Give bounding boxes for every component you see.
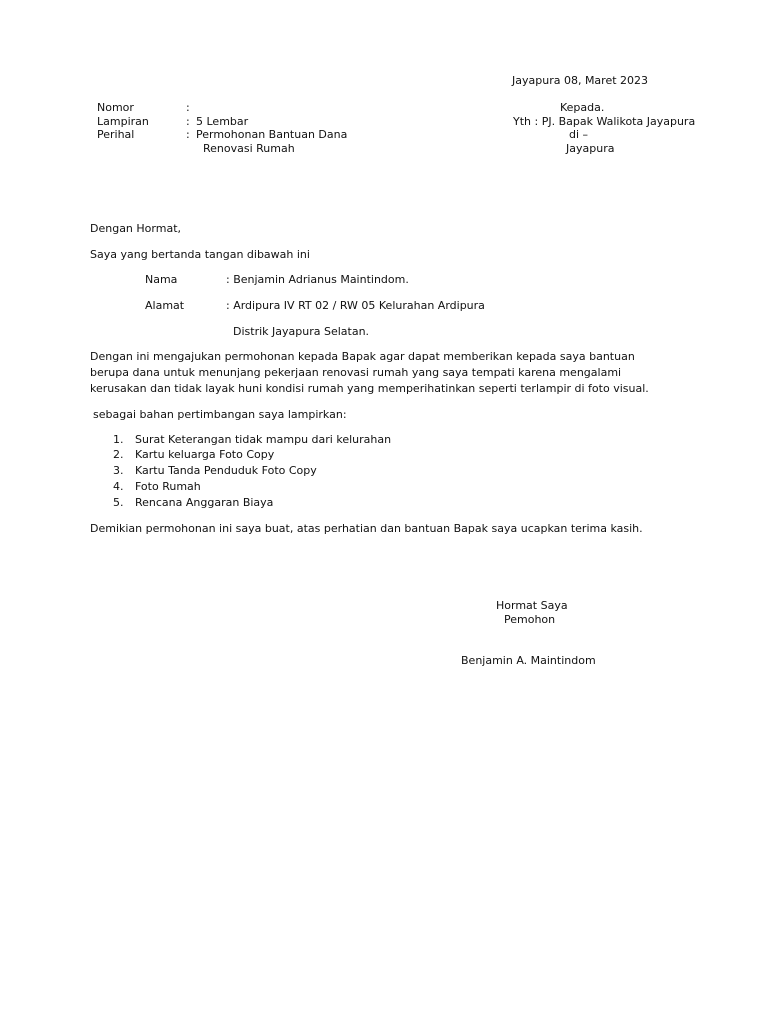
recipient-line4: Jayapura	[566, 142, 615, 155]
field-colon-nomor: :	[186, 101, 190, 114]
list-item: Kartu keluarga Foto Copy	[135, 448, 275, 461]
intro-text: Saya yang bertanda tangan dibawah ini	[90, 248, 310, 261]
field-value-perihal: Permohonan Bantuan Dana	[196, 128, 348, 141]
field-label-nomor: Nomor	[97, 101, 134, 114]
recipient-line2: Yth : PJ. Bapak Walikota Jayapura	[513, 115, 696, 128]
field-value-perihal-cont: Renovasi Rumah	[203, 142, 295, 155]
list-item-number: 1.	[113, 433, 124, 446]
signature-line2: Pemohon	[504, 613, 556, 626]
address-label: Alamat	[145, 299, 185, 312]
address-value: : Ardipura IV RT 02 / RW 05 Kelurahan Ardipura	[226, 299, 485, 312]
body-paragraph	[90, 349, 690, 397]
list-item: Kartu Tanda Penduduk Foto Copy	[135, 464, 317, 477]
field-colon-perihal: :	[186, 128, 190, 141]
list-item: Rencana Anggaran Biaya	[135, 496, 274, 509]
list-item-number: 5.	[113, 496, 124, 509]
body-line: berupa dana untuk menunjang pekerjaan renovasi rumah yang saya tempati karena mengalami	[90, 366, 622, 379]
signature-line1: Hormat Saya	[496, 599, 568, 612]
signature-name: Benjamin A. Maintindom	[461, 654, 596, 667]
salutation: Dengan Hormat,	[90, 222, 181, 235]
name-value: : Benjamin Adrianus Maintindom.	[226, 273, 409, 286]
attachment-intro: sebagai bahan pertimbangan saya lampirkan:	[93, 408, 347, 421]
field-label-lampiran: Lampiran	[97, 115, 149, 128]
recipient-line1: Kepada.	[560, 101, 605, 114]
list-item: Surat Keterangan tidak mampu dari kelurahan	[135, 433, 392, 446]
list-item: Foto Rumah	[135, 480, 201, 493]
recipient-line3: di –	[569, 128, 589, 141]
closing-text: Demikian permohonan ini saya buat, atas perhatian dan bantuan Bapak saya ucapkan terima kasih.	[90, 522, 643, 535]
list-item-number: 2.	[113, 448, 124, 461]
field-label-perihal: Perihal	[97, 128, 135, 141]
field-value-lampiran: 5 Lembar	[196, 115, 249, 128]
field-colon-lampiran: :	[186, 115, 190, 128]
list-item-number: 3.	[113, 464, 124, 477]
body-line: kerusakan dan tidak layak huni kondisi rumah yang memperihatinkan seperti terlampir di foto visual.	[90, 382, 649, 395]
address-value-cont: Distrik Jayapura Selatan.	[233, 325, 370, 338]
name-label: Nama	[145, 273, 178, 286]
list-item-number: 4.	[113, 480, 124, 493]
place-date: Jayapura 08, Maret 2023	[512, 74, 649, 87]
body-line: Dengan ini mengajukan permohonan kepada Bapak agar dapat memberikan kepada saya bantuan	[90, 350, 635, 363]
